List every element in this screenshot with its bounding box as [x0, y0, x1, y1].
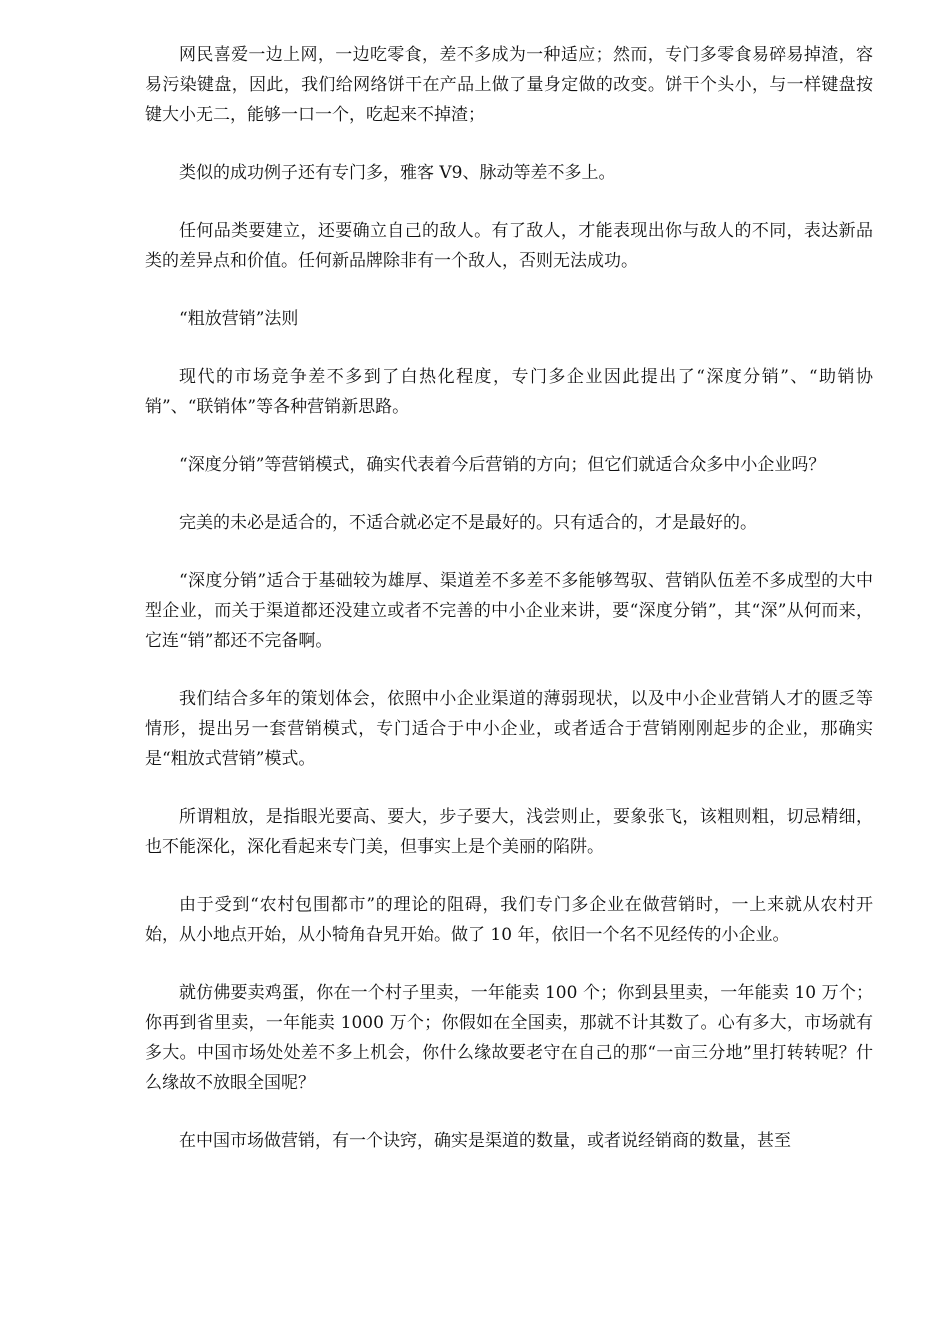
paragraph: 所谓粗放，是指眼光要高、要大，步子要大，浅尝则止，要象张飞，该粗则粗，切忌精细，也不能深化，深化看起来专门美，但事实上是个美丽的陷阱。: [145, 807, 873, 857]
paragraph: 由于受到“农村包围都市”的理论的阻碍，我们专门多企业在做营销时，一上来就从农村开始，从小地点开始，从小犄角旮旯开始。做了 10 年，依旧一个名不见经传的小企业。: [145, 895, 873, 945]
paragraph: “深度分销”等营销模式，确实代表着今后营销的方向；但它们就适合众多中小企业吗？: [179, 455, 826, 475]
paragraph: 类似的成功例子还有专门多，雅客 V9、脉动等差不多上。: [179, 163, 616, 183]
paragraph: 在中国市场做营销，有一个诀窍，确实是渠道的数量，或者说经销商的数量，甚至: [179, 1131, 791, 1151]
paragraph: “深度分销”适合于基础较为雄厚、渠道差不多差不多能够驾驭、营销队伍差不多成型的大中型企业，而关于渠道都还没建立或者不完善的中小企业来讲，要“深度分销”，其“深”从何而来，它连“销”都还不完备啊。: [145, 571, 873, 651]
paragraph: 就仿佛要卖鸡蛋，你在一个村子里卖，一年能卖 100 个；你到县里卖，一年能卖 10 万个；你再到省里卖，一年能卖 1000 万个；你假如在全国卖，那就不计其数了。心有多大，市场就有多大。中国市场处处差不多上机会，你什么缘故要老守在自己的那“一亩三分地”里打转转呢？什么缘故不放眼全国呢？: [145, 983, 873, 1093]
paragraph: 现代的市场竞争差不多到了白热化程度，专门多企业因此提出了“深度分销”、“助销协销”、“联销体”等各种营销新思路。: [145, 367, 873, 417]
paragraph: 任何品类要建立，还要确立自己的敌人。有了敌人，才能表现出你与敌人的不同，表达新品类的差异点和价值。任何新品牌除非有一个敌人，否则无法成功。: [145, 221, 873, 271]
paragraph: 我们结合多年的策划体会，依照中小企业渠道的薄弱现状，以及中小企业营销人才的匮乏等情形，提出另一套营销模式，专门适合于中小企业，或者适合于营销刚刚起步的企业，那确实是“粗放式营销”模式。: [145, 689, 873, 769]
paragraph: 网民喜爱一边上网，一边吃零食，差不多成为一种适应；然而，专门多零食易碎易掉渣，容易污染键盘，因此，我们给网络饼干在产品上做了量身定做的改变。饼干个头小，与一样键盘按键大小无二，能够一口一个，吃起来不掉渣；: [145, 45, 873, 125]
section-heading: “粗放营销”法则: [179, 309, 299, 329]
paragraph: 完美的未必是适合的，不适合就必定不是最好的。只有适合的，才是最好的。: [179, 513, 757, 533]
document-body: [145, 40, 873, 1156]
